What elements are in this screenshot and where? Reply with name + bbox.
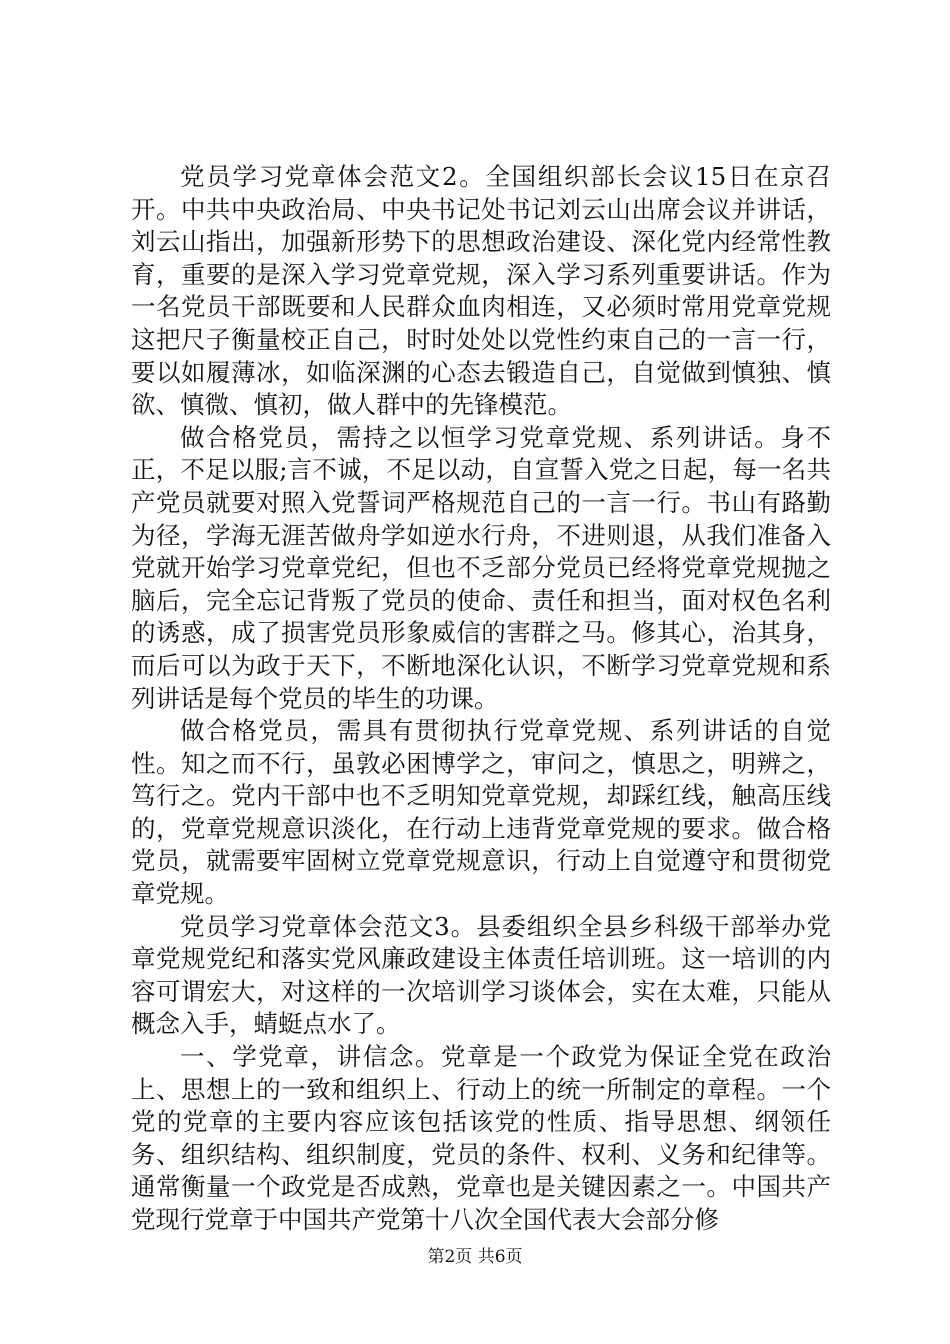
paragraph-2: 做合格党员，需持之以恒学习党章党规、系列讲话。身不正，不足以服;言不诚，不足以动，自宣誓入党之日起，每一名共产党员就要对照入党誓词严格规范自己的一言一行。书山有路勤为径，学海无涯苦做舟学如逆水行舟，不进则退，从我们准备入党就开始学习党章党纪，但也不乏部分党员已经将党章党规抛之脑后，完全忘记背叛了党员的使命、责任和担当，面对权色名利的诱惑，成了损害党员形象威信的害群之马。修其心，治其身，而后可以为政于天下，不断地深化认识，不断学习党章党规和系列讲话是每个党员的毕生的功课。: [131, 422, 831, 713]
paragraph-1: 党员学习党章体会范文2。全国组织部长会议15日在京召开。中共中央政治局、中央书记处书记刘云山出席会议并讲话，刘云山指出，加强新形势下的思想政治建设、深化党内经常性教育，重要的是深入学习党章党规，深入学习系列重要讲话。作为一名党员干部既要和人民群众血肉相连，又必须时常用党章党规这把尺子衡量校正自己，时时处处以党性约束自己的一言一行，要以如履薄冰，如临深渊的心态去锻造自己，自觉做到慎独、慎欲、慎微、慎初，做人群中的先锋模范。: [131, 162, 831, 420]
paragraph-4: 党员学习党章体会范文3。县委组织全县乡科级干部举办党章党规党纪和落实党风廉政建设主体责任培训班。这一培训的内容可谓宏大，对这样的一次培训学习谈体会，实在太难，只能从概念入手，蜻蜓点水了。: [131, 911, 831, 1039]
page-number-footer: 第2页 共6页: [427, 1247, 523, 1267]
paragraph-5: 一、学党章，讲信念。党章是一个政党为保证全党在政治上、思想上的一致和组织上、行动上的统一所制定的章程。一个党的党章的主要内容应该包括该党的性质、指导思想、纲领任务、组织结构、组织制度，党员的条件、权利、义务和纪律等。通常衡量一个政党是否成熟，党章也是关键因素之一。中国共产党现行党章于中国共产党第十八次全国代表大会部分修: [131, 1042, 831, 1234]
document-body: [131, 161, 831, 1237]
paragraph-3: 做合格党员，需具有贯彻执行党章党规、系列讲话的自觉性。知之而不行，虽敦必困博学之，审问之，慎思之，明辨之，笃行之。党内干部中也不乏明知党章党规，却踩红线，触高压线的，党章党规意识淡化，在行动上违背党章党规的要求。做合格党员，就需要牢固树立党章党规意识，行动上自觉遵守和贯彻党章党规。: [131, 716, 831, 909]
